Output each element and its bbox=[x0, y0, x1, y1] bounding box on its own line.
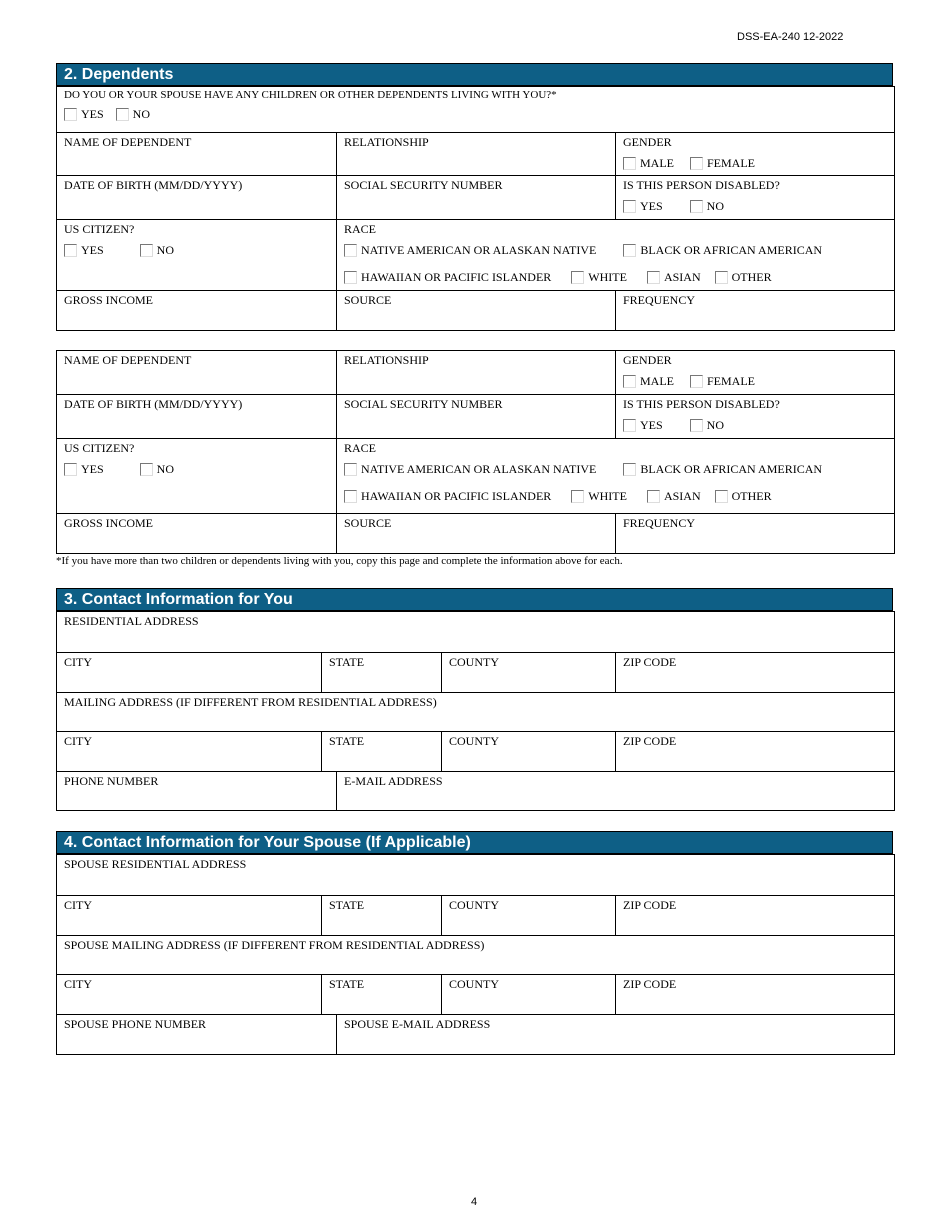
mailing-county-field[interactable]: COUNTY bbox=[441, 732, 615, 771]
section-header-dependents: 2. Dependents bbox=[56, 63, 893, 86]
dependent1-disabled-cell: IS THIS PERSON DISABLED? YES NO bbox=[615, 176, 894, 219]
dependent1-row-name bbox=[57, 132, 894, 175]
dependent1-disabled-yes-checkbox[interactable] bbox=[623, 200, 636, 213]
spouse-state-field[interactable]: STATE bbox=[321, 896, 441, 935]
dependent2-dob-field[interactable]: DATE OF BIRTH (MM/DD/YYYY) bbox=[64, 397, 243, 411]
section-header-contact-spouse: 4. Contact Information for Your Spouse (If Applicable) bbox=[56, 831, 893, 854]
contact-you-table bbox=[56, 611, 895, 811]
zip-code-field[interactable]: ZIP CODE bbox=[615, 653, 894, 692]
spouse-mailing-county-field[interactable]: COUNTY bbox=[441, 975, 615, 1014]
dependent2-race-cell: RACE NATIVE AMERICAN OR ALASKAN NATIVE BLACK OR AFRICAN AMERICAN HAWAIIAN OR PACIFIC ISLANDER WHITE ASIAN OTHER bbox=[336, 439, 894, 513]
yes-label: YES bbox=[81, 107, 104, 121]
dependents-yes-checkbox[interactable] bbox=[64, 108, 77, 121]
dependents-question: DO YOU OR YOUR SPOUSE HAVE ANY CHILDREN OR OTHER DEPENDENTS LIVING WITH YOU?* bbox=[64, 89, 557, 101]
dependent2-row-dob bbox=[57, 394, 894, 438]
dependent2-frequency-field[interactable]: FREQUENCY bbox=[615, 514, 894, 553]
section-header-contact-you: 3. Contact Information for You bbox=[56, 588, 893, 611]
dependent1-race-hawaiian-checkbox[interactable] bbox=[344, 271, 357, 284]
mailing-address-field[interactable]: MAILING ADDRESS (IF DIFFERENT FROM RESIDENTIAL ADDRESS) bbox=[64, 695, 437, 709]
dependent1-row-dob bbox=[57, 175, 894, 219]
dependents-footnote: *If you have more than two children or dependents living with you, copy this page and complete the information above for each. bbox=[56, 555, 623, 567]
dependent1-gross-income-field[interactable]: GROSS INCOME bbox=[64, 293, 154, 307]
spouse-zip-code-field[interactable]: ZIP CODE bbox=[615, 896, 894, 935]
form-id: DSS-EA-240 12-2022 bbox=[737, 31, 844, 43]
dependent2-disabled-cell: IS THIS PERSON DISABLED? YES NO bbox=[615, 395, 894, 438]
dependent2-row-name bbox=[57, 351, 894, 394]
dependent1-male-checkbox[interactable] bbox=[623, 157, 636, 170]
residential-address-field[interactable]: RESIDENTIAL ADDRESS bbox=[64, 614, 199, 628]
spouse-county-field[interactable]: COUNTY bbox=[441, 896, 615, 935]
contact-spouse-table bbox=[56, 854, 895, 1055]
dependent1-race-white-checkbox[interactable] bbox=[571, 271, 584, 284]
dependent2-gross-income-field[interactable]: GROSS INCOME bbox=[64, 516, 154, 530]
dependent1-race-black-checkbox[interactable] bbox=[623, 244, 636, 257]
dependents-table-2 bbox=[56, 350, 895, 554]
dependent1-female-checkbox[interactable] bbox=[690, 157, 703, 170]
state-field[interactable]: STATE bbox=[321, 653, 441, 692]
spouse-mailing-city-field[interactable]: CITY bbox=[64, 977, 92, 991]
dependent1-relationship-field[interactable]: RELATIONSHIP bbox=[336, 133, 615, 175]
spouse-phone-number-field[interactable]: SPOUSE PHONE NUMBER bbox=[64, 1017, 207, 1031]
dependent1-citizen-cell: US CITIZEN? YES NO bbox=[64, 222, 175, 257]
dependents-table-1 bbox=[56, 86, 895, 331]
spouse-mailing-address-field[interactable]: SPOUSE MAILING ADDRESS (IF DIFFERENT FROM RESIDENTIAL ADDRESS) bbox=[64, 938, 485, 952]
dependent2-citizen-no-checkbox[interactable] bbox=[140, 463, 153, 476]
dependent2-name-field[interactable]: NAME OF DEPENDENT bbox=[64, 353, 192, 367]
dependent1-citizen-yes-checkbox[interactable] bbox=[64, 244, 77, 257]
dependent1-name-field[interactable]: NAME OF DEPENDENT bbox=[64, 135, 192, 149]
dependent2-relationship-field[interactable]: RELATIONSHIP bbox=[336, 351, 615, 394]
dependent1-race-other-checkbox[interactable] bbox=[715, 271, 728, 284]
dependent1-frequency-field[interactable]: FREQUENCY bbox=[615, 291, 894, 330]
spouse-mailing-zip-code-field[interactable]: ZIP CODE bbox=[615, 975, 894, 1014]
mailing-state-field[interactable]: STATE bbox=[321, 732, 441, 771]
mailing-zip-code-field[interactable]: ZIP CODE bbox=[615, 732, 894, 771]
dependent1-race-cell: RACE NATIVE AMERICAN OR ALASKAN NATIVE BLACK OR AFRICAN AMERICAN HAWAIIAN OR PACIFIC ISLANDER WHITE ASIAN OTHER bbox=[336, 220, 894, 290]
dependent1-dob-field[interactable]: DATE OF BIRTH (MM/DD/YYYY) bbox=[64, 178, 243, 192]
dependent2-disabled-no-checkbox[interactable] bbox=[690, 419, 703, 432]
dependent1-source-field[interactable]: SOURCE bbox=[336, 291, 615, 330]
dependent1-disabled-no-checkbox[interactable] bbox=[690, 200, 703, 213]
dependent2-race-asian-checkbox[interactable] bbox=[647, 490, 660, 503]
dependent2-citizen-yes-checkbox[interactable] bbox=[64, 463, 77, 476]
dependent2-race-other-checkbox[interactable] bbox=[715, 490, 728, 503]
no-label: NO bbox=[132, 107, 151, 121]
dependent1-ssn-field[interactable]: SOCIAL SECURITY NUMBER bbox=[336, 176, 615, 219]
dependent2-race-native-american-checkbox[interactable] bbox=[344, 463, 357, 476]
dependent1-race-asian-checkbox[interactable] bbox=[647, 271, 660, 284]
dependent2-ssn-field[interactable]: SOCIAL SECURITY NUMBER bbox=[336, 395, 615, 438]
dependent2-race-hawaiian-checkbox[interactable] bbox=[344, 490, 357, 503]
phone-number-field[interactable]: PHONE NUMBER bbox=[64, 774, 159, 788]
dependent1-citizen-no-checkbox[interactable] bbox=[140, 244, 153, 257]
dependent2-citizen-cell: US CITIZEN? YES NO bbox=[64, 441, 175, 476]
dependent2-disabled-yes-checkbox[interactable] bbox=[623, 419, 636, 432]
dependent2-source-field[interactable]: SOURCE bbox=[336, 514, 615, 553]
dependent2-race-white-checkbox[interactable] bbox=[571, 490, 584, 503]
dependent2-race-black-checkbox[interactable] bbox=[623, 463, 636, 476]
dependents-no-checkbox[interactable] bbox=[116, 108, 129, 121]
spouse-mailing-state-field[interactable]: STATE bbox=[321, 975, 441, 1014]
dependent2-row-income bbox=[57, 513, 894, 553]
dependent1-race-native-american-checkbox[interactable] bbox=[344, 244, 357, 257]
mailing-city-field[interactable]: CITY bbox=[64, 734, 92, 748]
spouse-email-address-field[interactable]: SPOUSE E-MAIL ADDRESS bbox=[336, 1015, 894, 1054]
spouse-residential-address-field[interactable]: SPOUSE RESIDENTIAL ADDRESS bbox=[64, 857, 247, 871]
city-field[interactable]: CITY bbox=[64, 655, 92, 669]
dependent1-row-income bbox=[57, 290, 894, 330]
email-address-field[interactable]: E-MAIL ADDRESS bbox=[336, 772, 894, 810]
spouse-city-field[interactable]: CITY bbox=[64, 898, 92, 912]
dependent2-female-checkbox[interactable] bbox=[690, 375, 703, 388]
dependent2-male-checkbox[interactable] bbox=[623, 375, 636, 388]
dependent1-row-citizen bbox=[57, 219, 894, 290]
page-number: 4 bbox=[471, 1196, 478, 1208]
dependents-question-row bbox=[57, 87, 894, 132]
dependent1-gender-cell: GENDER MALE FEMALE bbox=[615, 133, 894, 175]
dependent2-gender-cell: GENDER MALE FEMALE bbox=[615, 351, 894, 394]
dependent2-row-citizen bbox=[57, 438, 894, 513]
county-field[interactable]: COUNTY bbox=[441, 653, 615, 692]
